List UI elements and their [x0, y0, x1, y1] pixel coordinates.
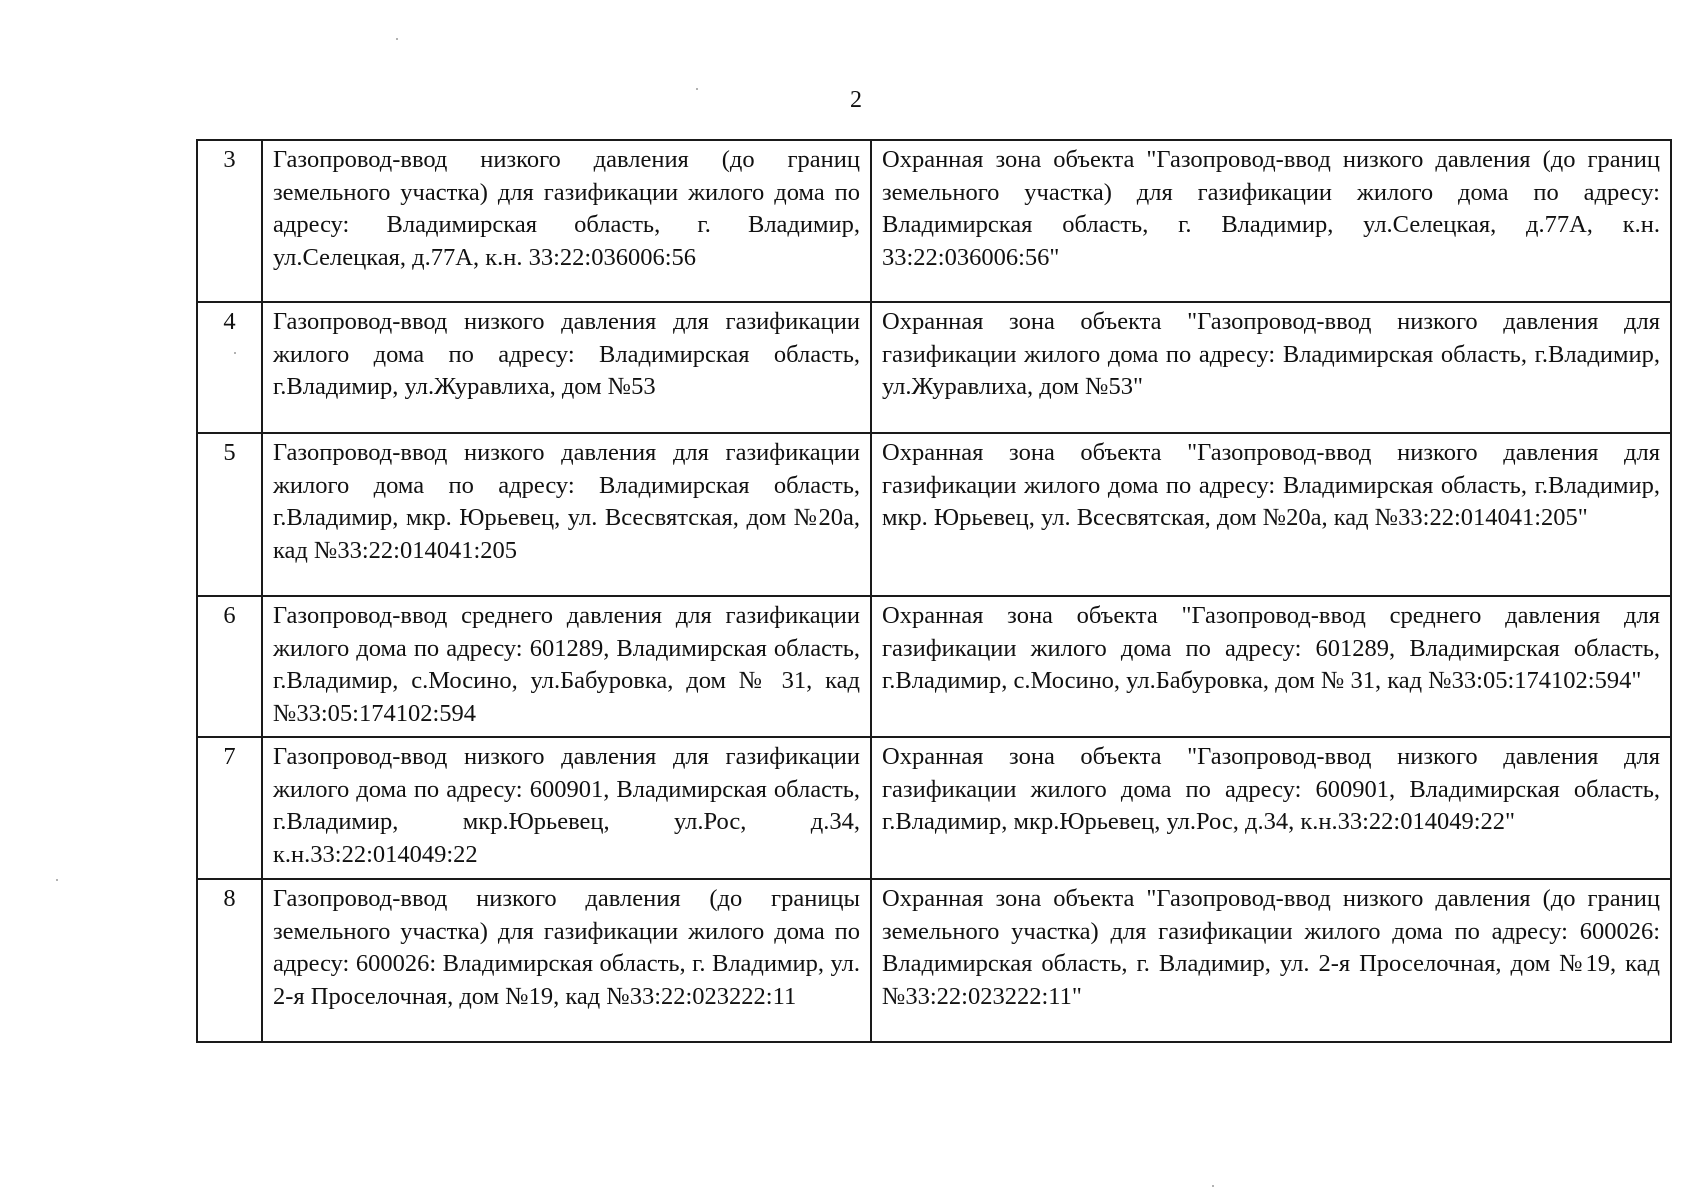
protection-zone-description: Охранная зона объекта "Газопровод-ввод низкого давления (до границ земельного участка) для газификации жилого дома по адресу: Владимирская область, г. Владимир, ул.Селецкая, д.77А, к.н. 33:22:036006:56"	[871, 140, 1671, 302]
table-row	[197, 140, 1671, 302]
scan-speck	[56, 879, 58, 881]
object-description: Газопровод-ввод низкого давления (до границы земельного участка) для газификации жилого дома по адресу: 600026: Владимирская область, г. Владимир, ул. 2-я Проселочная, дом №19, кад №33:22:023222:11	[262, 879, 871, 1042]
protection-zone-description: Охранная зона объекта "Газопровод-ввод среднего давления для газификации жилого дома по адресу: 601289, Владимирская область, г.Владимир, с.Мосино, ул.Бабуровка, дом № 31, кад №33:05:174102:594"	[871, 596, 1671, 737]
object-description: Газопровод-ввод низкого давления для газификации жилого дома по адресу: Владимирская область, г.Владимир, мкр. Юрьевец, ул. Всесвятская, дом №20а, кад №33:22:014041:205	[262, 433, 871, 596]
protection-zone-description: Охранная зона объекта "Газопровод-ввод низкого давления (до границ земельного участка) для газификации жилого дома по адресу: 600026: Владимирская область, г. Владимир, ул. 2-я Проселочная, дом №19, кад №33:22:023222:11"	[871, 879, 1671, 1042]
object-description: Газопровод-ввод низкого давления (до границ земельного участка) для газификации жилого дома по адресу: Владимирская область, г. Владимир, ул.Селецкая, д.77А, к.н. 33:22:036006:56	[262, 140, 871, 302]
object-description: Газопровод-ввод среднего давления для газификации жилого дома по адресу: 601289, Владимирская область, г.Владимир, с.Мосино, ул.Бабуровка, дом № 31, кад №33:05:174102:594	[262, 596, 871, 737]
scan-speck	[1212, 1185, 1214, 1187]
page-number: 2	[850, 87, 862, 113]
protection-zone-description: Охранная зона объекта "Газопровод-ввод низкого давления для газификации жилого дома по адресу: 600901, Владимирская область, г.Владимир, мкр.Юрьевец, ул.Рос, д.34, к.н.33:22:014049:22"	[871, 737, 1671, 879]
table-row	[197, 596, 1671, 737]
row-number: 6	[197, 596, 262, 737]
table-row	[197, 737, 1671, 879]
object-description: Газопровод-ввод низкого давления для газификации жилого дома по адресу: 600901, Владимирская область, г.Владимир, мкр.Юрьевец, ул.Рос, д.34, к.н.33:22:014049:22	[262, 737, 871, 879]
table-row	[197, 433, 1671, 596]
table-row	[197, 879, 1671, 1042]
row-number: 5	[197, 433, 262, 596]
row-number: 8	[197, 879, 262, 1042]
object-description: Газопровод-ввод низкого давления для газификации жилого дома по адресу: Владимирская область, г.Владимир, ул.Журавлиха, дом №53	[262, 302, 871, 433]
table-row	[197, 302, 1671, 433]
protection-zone-description: Охранная зона объекта "Газопровод-ввод низкого давления для газификации жилого дома по адресу: Владимирская область, г.Владимир, ул.Журавлиха, дом №53"	[871, 302, 1671, 433]
row-number: 3	[197, 140, 262, 302]
gas-pipeline-registry-table	[196, 139, 1672, 1043]
row-number: 7	[197, 737, 262, 879]
scan-speck	[696, 88, 698, 90]
row-number: 4	[197, 302, 262, 433]
protection-zone-description: Охранная зона объекта "Газопровод-ввод низкого давления для газификации жилого дома по адресу: Владимирская область, г.Владимир, мкр. Юрьевец, ул. Всесвятская, дом №20а, кад №33:22:014041:205"	[871, 433, 1671, 596]
scan-speck	[396, 38, 398, 40]
